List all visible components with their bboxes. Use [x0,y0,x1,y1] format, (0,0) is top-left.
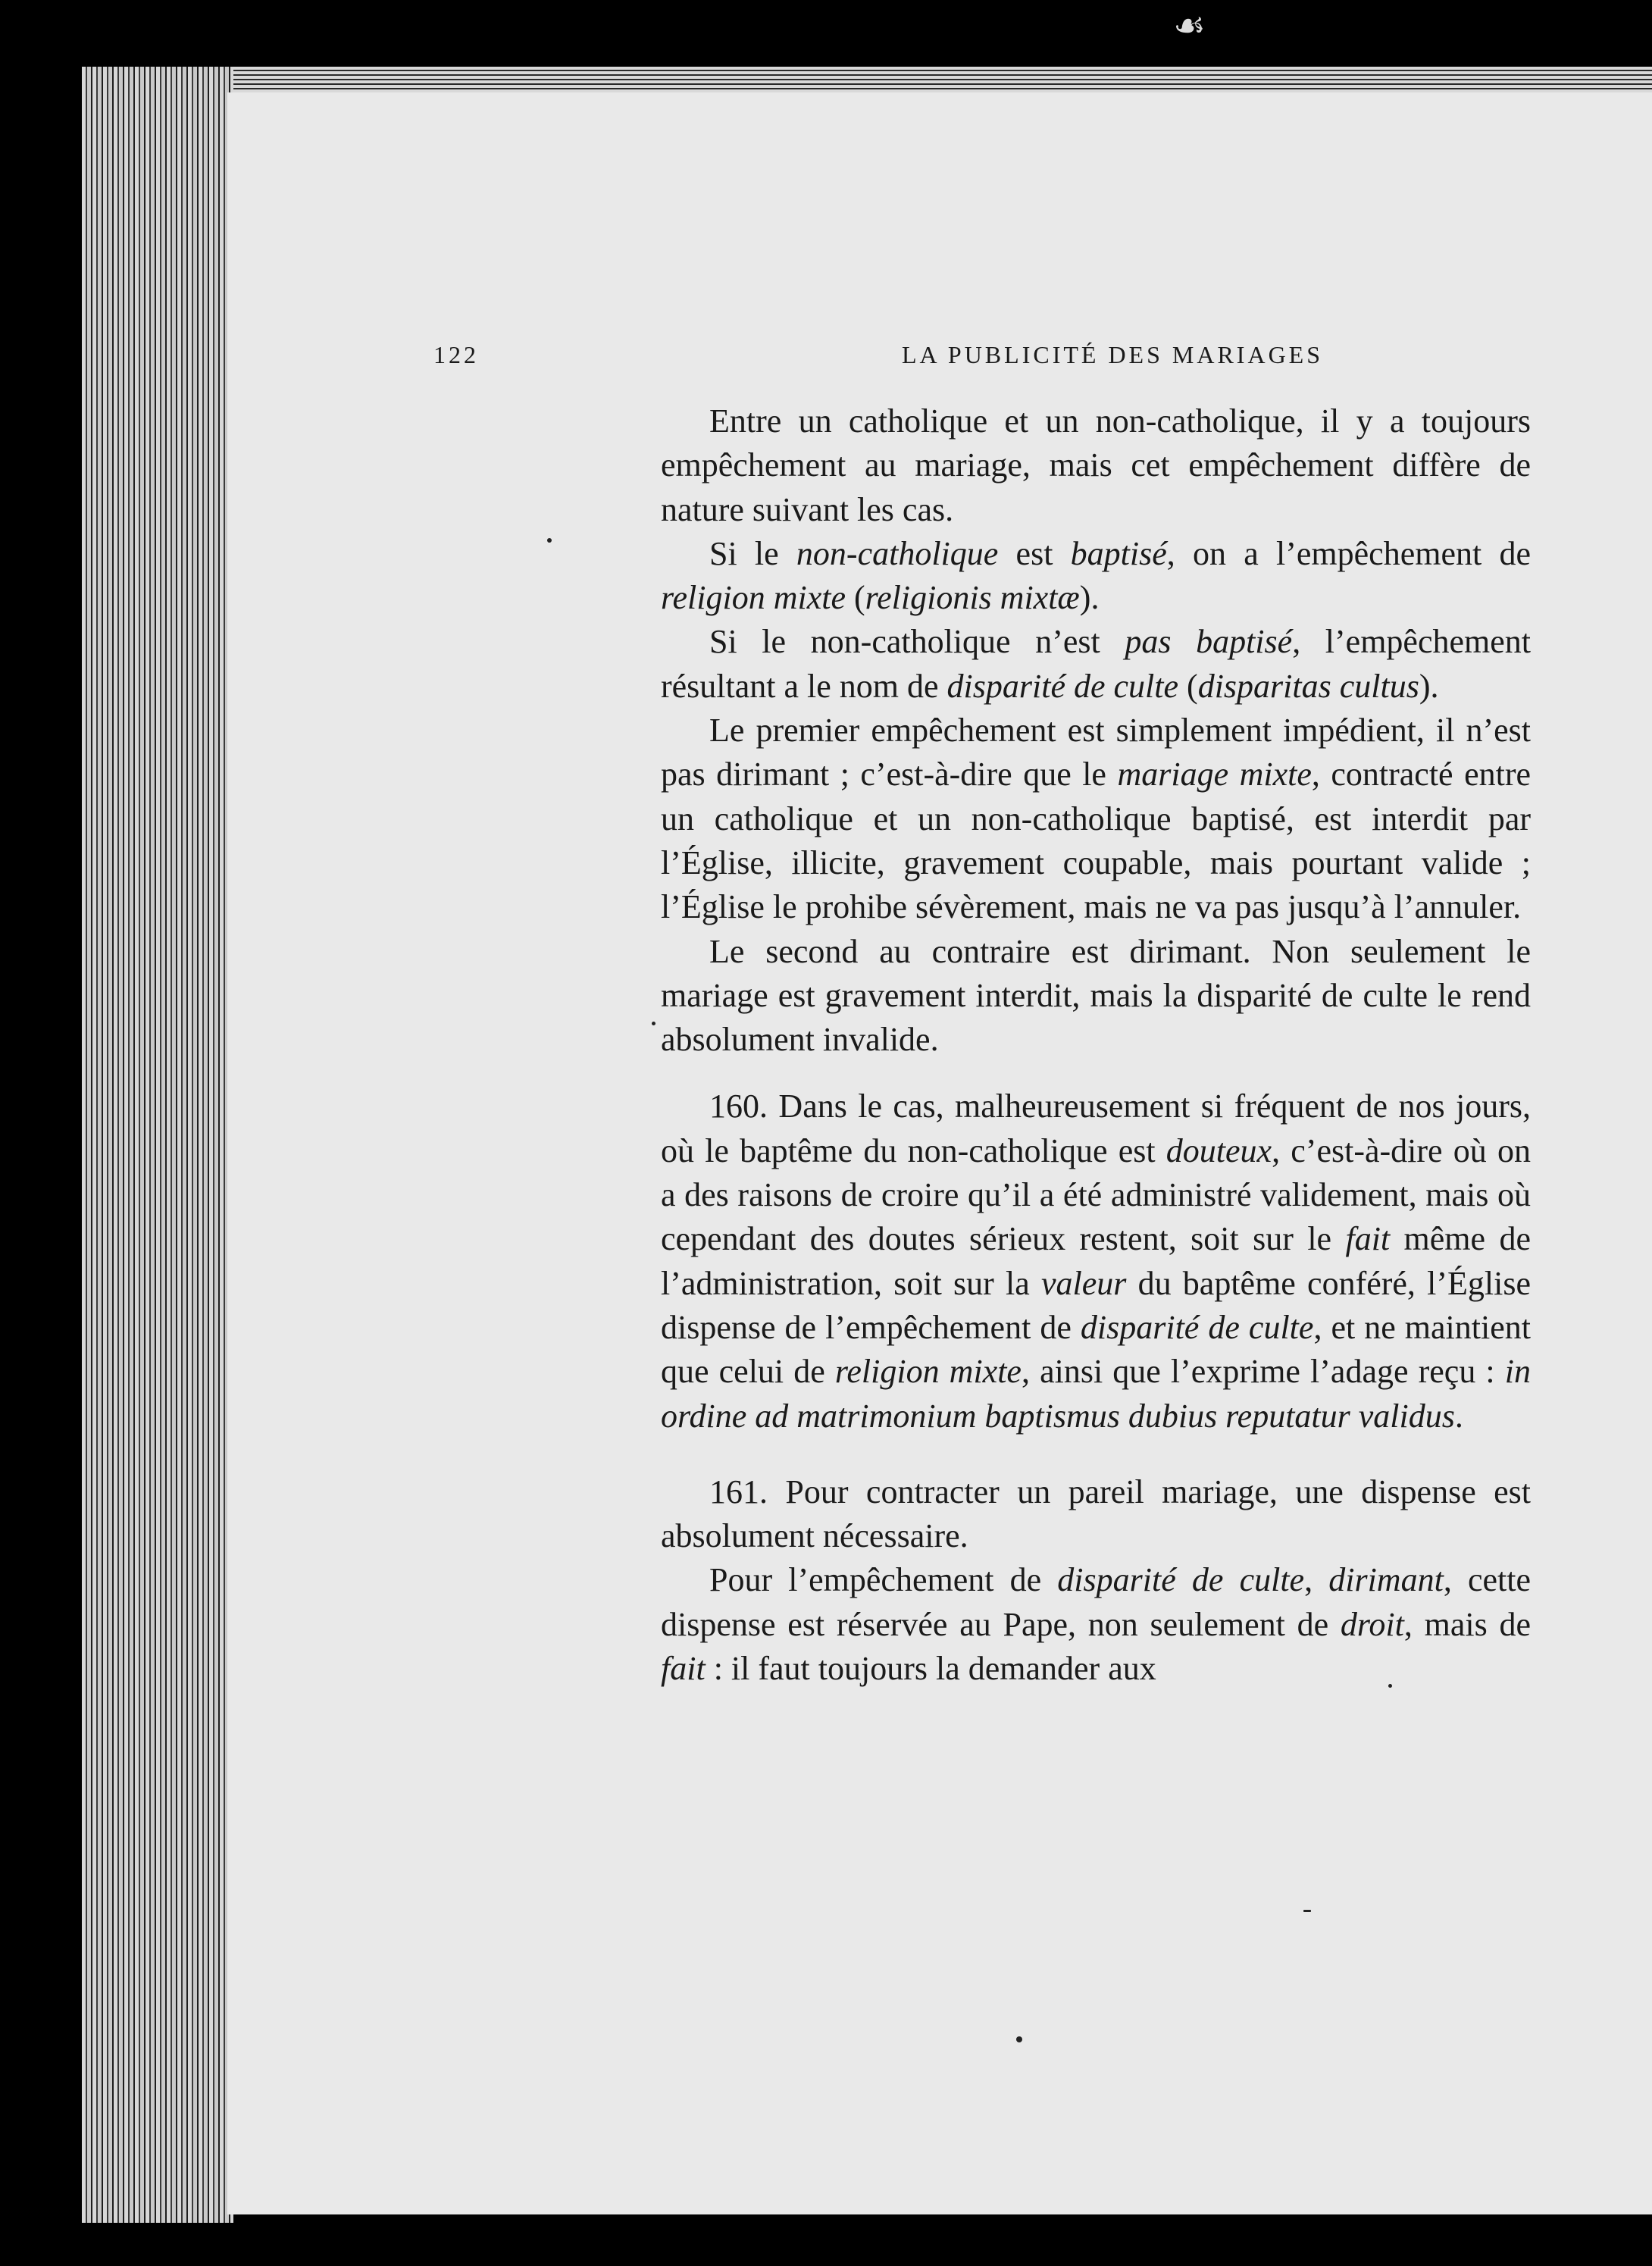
print-speck [1016,2036,1022,2042]
print-speck [547,538,552,543]
paragraph [661,930,1531,1063]
text-run: est [998,534,1071,572]
italic-text: disparitas cultus [1197,667,1419,705]
text-run: , et ne maintient que celui de [661,1308,1531,1391]
paragraph [661,709,1531,929]
text-run: , cette dispense est réservée au Pape, non seulement de [661,1561,1531,1643]
italic-text: baptisé [1070,534,1167,572]
page-number: 122 [433,341,479,368]
italic-text: pas baptisé [1125,623,1293,661]
text-run: Le premier empêchement est simplement impédient, il n’est pas dirimant ; c’est-à-dire que le [661,712,1531,793]
text-run: , mais de [1403,1605,1531,1643]
paragraph [661,620,1531,709]
text-run: Le second au contraire est dirimant. Non seulement le mariage est gravement interdit, mais la disparité de culte le rend absolument invalide. [661,932,1531,1059]
paragraph [661,1558,1531,1691]
italic-text: religion mixte [834,1353,1022,1391]
italic-text: dirimant [1328,1561,1444,1599]
text-run: , c’est-à-dire où on a des raisons de croire qu’il a été administré validement, mais où cependant des doutes sérieux restent, soit sur le [661,1131,1531,1258]
text-run: Si le non-catholique n’est [709,623,1125,661]
italic-text: valeur [1040,1264,1127,1302]
italic-text: religion mixte [661,579,846,617]
paragraph [661,532,1531,621]
ornament-glyph: ☙ [1173,5,1206,47]
text-run: : il faut toujours la demander aux [705,1650,1156,1688]
page-stack-left-edge [82,67,233,2223]
italic-text: fait [1345,1220,1391,1258]
italic-text: mariage mixte [1117,756,1312,793]
text-run: Entre un catholique et un non-catholique, il y a toujours empêchement au mariage, mais cet empêchement diffère de nature suivant les cas. [661,402,1531,528]
running-title: LA PUBLICITÉ DES MARIAGES [902,341,1324,368]
text-run: ). [1419,667,1439,705]
italic-text: disparité de culte [1057,1561,1305,1599]
text-run: 160. Dans le cas, malheureusement si fréquent de nos jours, où le baptême du non-catholique est [661,1088,1531,1169]
text-run: ( [845,579,865,617]
text-run: , on a l’empêchement de [1166,534,1531,572]
italic-text: disparité de culte [1080,1308,1314,1346]
print-speck [1388,1684,1392,1688]
text-run: , ainsi que l’exprime l’adage reçu : [1021,1353,1505,1391]
text-run: , l’empêchement résultant a le nom de [661,623,1531,705]
text-run: . [1454,1397,1463,1435]
text-run: 161. Pour contracter un pareil mariage, une dispense est absolument nécessaire. [661,1473,1531,1555]
italic-text: droit [1340,1605,1404,1643]
italic-text: in ordine ad matrimonium baptismus dubius reputatur validus [661,1353,1531,1435]
text-run: ). [1079,579,1100,617]
italic-text: disparité de culte [946,667,1179,705]
text-run: ( [1178,667,1198,705]
italic-text: non-catholique [796,534,999,572]
text-run: Si le [709,534,796,572]
print-speck [1303,1910,1311,1912]
text-run: même de l’administration, soit sur la [661,1220,1531,1302]
text-run: , [1304,1561,1329,1599]
italic-text: douteux [1165,1131,1272,1169]
paragraph [661,1470,1531,1559]
running-head [424,341,1523,371]
paragraph [661,399,1531,532]
paragraph [661,1084,1531,1438]
italic-text: fait [661,1650,706,1688]
text-run: du baptême conféré, l’Église dispense de l’empêchement de [661,1264,1531,1346]
text-run: Pour l’empêchement de [709,1561,1058,1599]
italic-text: religionis mixtæ [865,579,1080,617]
text-run: , contracté entre un catholique et un non-catholique baptisé, est interdit par l’Église, illicite, gravement coupable, mais pourtant valide ; l’Église le prohibe sévèrement, mais ne va pas jusqu’à l’annuler. [661,756,1531,926]
print-speck [652,1022,655,1025]
body-text [661,399,1531,1691]
